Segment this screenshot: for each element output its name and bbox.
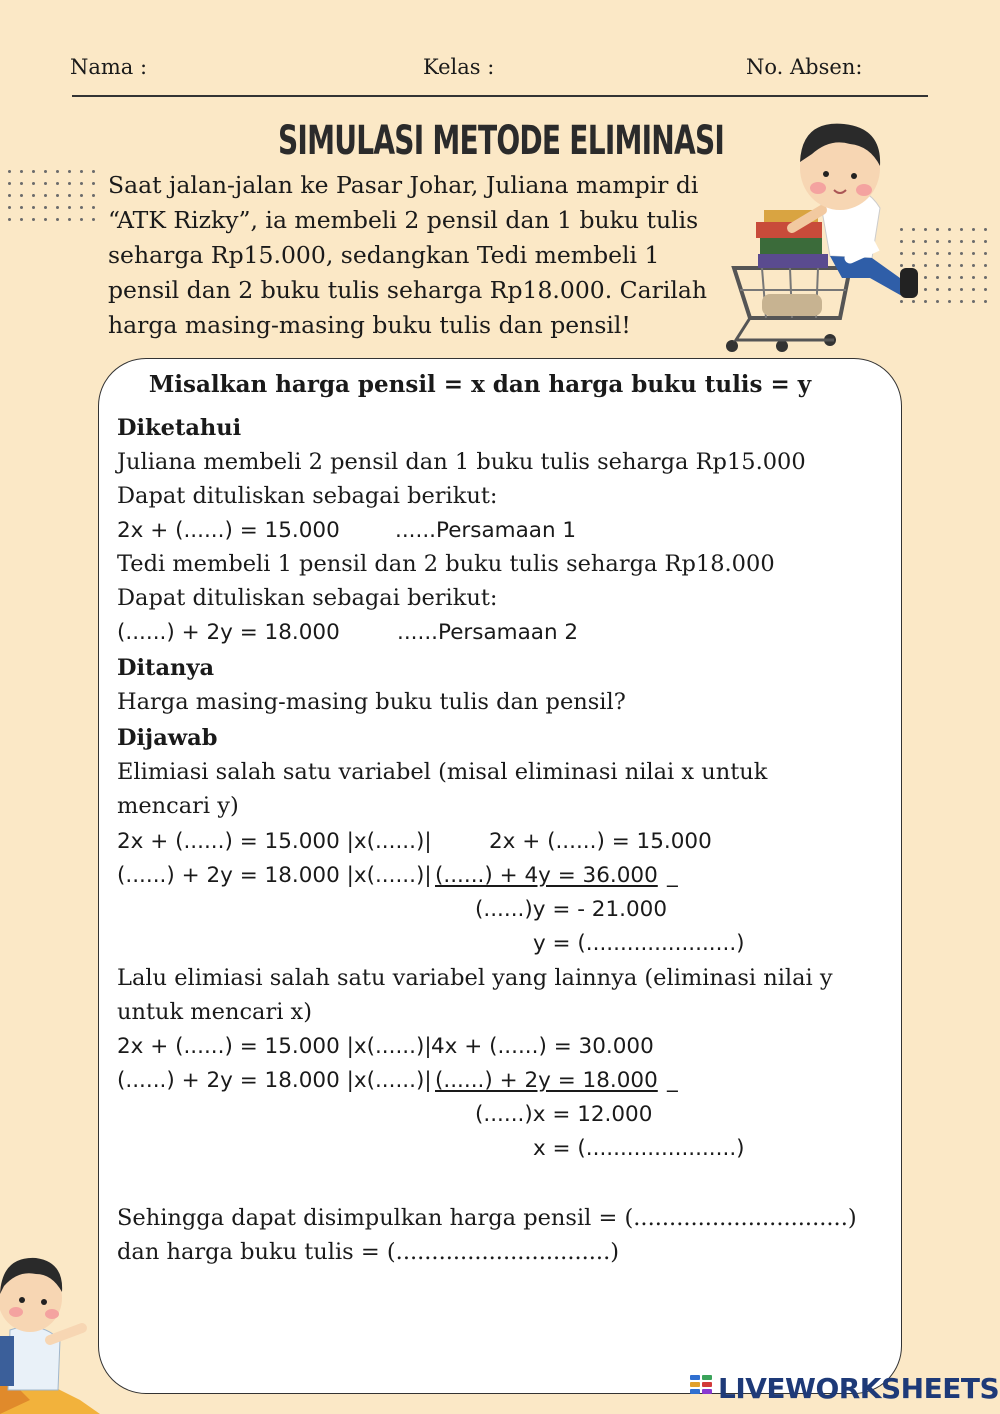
decorative-dot — [68, 218, 71, 221]
intro-line: pensil dan 2 buku tulis seharga Rp18.000. Carilah — [108, 276, 708, 304]
intro-paragraph — [108, 168, 728, 343]
decorative-dot — [20, 218, 23, 221]
decorative-dot — [948, 264, 951, 267]
elim1-minus-sign: _ — [667, 863, 678, 888]
decorative-dot — [8, 170, 11, 173]
decorative-dot — [984, 300, 987, 303]
decorative-dot — [948, 276, 951, 279]
elim1-row1-right: 2x + (......) = 15.000 — [489, 829, 712, 854]
decorative-dot — [948, 288, 951, 291]
decorative-dot — [972, 240, 975, 243]
intro-line: seharga Rp15.000, sedangkan Tedi membeli 1 — [108, 241, 660, 269]
header-divider — [72, 95, 928, 97]
decorative-dot — [32, 170, 35, 173]
conclusion-line-2: dan harga buku tulis = (..............................) — [117, 1239, 620, 1265]
diketahui-line-3: Tedi membeli 1 pensil dan 2 buku tulis seharga Rp18.000 — [117, 551, 775, 577]
dijawab-heading: Dijawab — [117, 725, 218, 751]
decorative-dot — [32, 218, 35, 221]
decorative-dot — [972, 288, 975, 291]
decorative-dot — [56, 170, 59, 173]
decorative-dot — [948, 252, 951, 255]
decorative-dot — [92, 182, 95, 185]
decorative-dot — [960, 228, 963, 231]
liveworksheets-logo — [690, 1372, 999, 1405]
boy-pencil-illustration — [0, 1250, 100, 1414]
elim2-row2-right: (......) + 2y = 18.000 — [435, 1068, 658, 1093]
intro-line: “ATK Rizky”, ia membeli 2 pensil dan 1 buku tulis — [108, 206, 699, 234]
decorative-dot — [948, 228, 951, 231]
decorative-dot — [80, 218, 83, 221]
decorative-dot — [8, 182, 11, 185]
decorative-dot — [20, 206, 23, 209]
decorative-dot — [44, 194, 47, 197]
decorative-dot — [984, 228, 987, 231]
absen-label: No. Absen: — [746, 55, 863, 79]
elim1-answer-y: y = (......................) — [533, 931, 745, 956]
decorative-dot — [32, 182, 35, 185]
page-title: SIMULASI METODE ELIMINASI — [278, 118, 725, 164]
decorative-dot — [92, 194, 95, 197]
decorative-dot — [936, 264, 939, 267]
diketahui-line-4: Dapat dituliskan sebagai berikut: — [117, 585, 498, 611]
elim2-row2-left: (......) + 2y = 18.000 |x(......)| — [117, 1068, 432, 1093]
decorative-dot — [80, 194, 83, 197]
elim2-row1-left: 2x + (......) = 15.000 |x(......)| — [117, 1034, 432, 1059]
decorative-dot — [960, 288, 963, 291]
step-2-line-2: untuk mencari x) — [117, 999, 313, 1025]
decorative-dot — [80, 182, 83, 185]
decorative-dot — [960, 264, 963, 267]
decorative-dot — [80, 206, 83, 209]
diketahui-line-2: Dapat dituliskan sebagai berikut: — [117, 483, 498, 509]
nama-label: Nama : — [70, 55, 148, 79]
intro-line: harga masing-masing buku tulis dan pensil! — [108, 311, 631, 339]
step-1-line-2: mencari y) — [117, 793, 239, 819]
decorative-dot — [56, 182, 59, 185]
decorative-dot — [948, 240, 951, 243]
decorative-dot — [20, 182, 23, 185]
decorative-dot — [8, 194, 11, 197]
decorative-dot — [44, 218, 47, 221]
decorative-dot — [948, 300, 951, 303]
elim2-minus-sign: _ — [667, 1068, 678, 1093]
equation-1-label: ......Persamaan 1 — [395, 518, 577, 543]
decorative-dot — [972, 276, 975, 279]
decorative-dot — [960, 252, 963, 255]
decorative-dot — [8, 206, 11, 209]
step-1-line-1: Elimiasi salah satu variabel (misal eliminasi nilai x untuk — [117, 759, 768, 785]
equation-1: 2x + (......) = 15.000 — [117, 518, 340, 543]
decorative-dot — [984, 240, 987, 243]
equation-2-label: ......Persamaan 2 — [397, 620, 579, 645]
elim1-row1-left: 2x + (......) = 15.000 |x(......)| — [117, 829, 432, 854]
decorative-dot — [972, 300, 975, 303]
decorative-dot — [44, 182, 47, 185]
decorative-dot — [20, 194, 23, 197]
decorative-dot — [92, 206, 95, 209]
decorative-dot — [68, 194, 71, 197]
decorative-dots-left — [8, 170, 108, 230]
decorative-dot — [56, 206, 59, 209]
decorative-dot — [960, 300, 963, 303]
decorative-dot — [8, 218, 11, 221]
decorative-dot — [972, 252, 975, 255]
decorative-dot — [936, 240, 939, 243]
decorative-dot — [44, 170, 47, 173]
decorative-dot — [960, 276, 963, 279]
decorative-dot — [44, 206, 47, 209]
boy-cart-illustration — [722, 118, 932, 358]
elim1-result: (......)y = - 21.000 — [475, 897, 668, 922]
decorative-dot — [80, 170, 83, 173]
decorative-dot — [972, 264, 975, 267]
decorative-dot — [92, 218, 95, 221]
answer-box — [98, 358, 902, 1394]
liveworksheets-logo-text: LIVEWORKSHEETS — [718, 1372, 1000, 1405]
decorative-dot — [960, 240, 963, 243]
decorative-dot — [984, 264, 987, 267]
decorative-dot — [984, 288, 987, 291]
elim1-row2-right: (......) + 4y = 36.000 — [435, 863, 658, 888]
decorative-dot — [68, 182, 71, 185]
elim2-result: (......)x = 12.000 — [475, 1102, 653, 1127]
diketahui-line-1: Juliana membeli 2 pensil dan 1 buku tulis seharga Rp15.000 — [117, 449, 806, 475]
decorative-dot — [92, 170, 95, 173]
decorative-dot — [984, 276, 987, 279]
equation-2: (......) + 2y = 18.000 — [117, 620, 340, 645]
intro-line: Saat jalan-jalan ke Pasar Johar, Juliana mampir di — [108, 171, 699, 199]
decorative-dot — [68, 206, 71, 209]
box-title: Misalkan harga pensil = x dan harga buku tulis = y — [148, 371, 812, 398]
decorative-dot — [972, 228, 975, 231]
decorative-dot — [56, 218, 59, 221]
step-2-line-1: Lalu elimiasi salah satu variabel yang lainnya (eliminasi nilai y — [117, 965, 833, 991]
decorative-dot — [20, 170, 23, 173]
kelas-label: Kelas : — [423, 55, 495, 79]
elim2-row1-right: 4x + (......) = 30.000 — [431, 1034, 654, 1059]
liveworksheets-logo-icon — [690, 1375, 714, 1401]
decorative-dot — [56, 194, 59, 197]
decorative-dot — [68, 170, 71, 173]
ditanya-question: Harga masing-masing buku tulis dan pensil? — [117, 689, 626, 715]
decorative-dot — [936, 228, 939, 231]
conclusion-line-1: Sehingga dapat disimpulkan harga pensil = (..............................) — [117, 1205, 857, 1231]
decorative-dot — [32, 194, 35, 197]
elim2-answer-x: x = (......................) — [533, 1136, 745, 1161]
decorative-dot — [936, 276, 939, 279]
diketahui-heading: Diketahui — [117, 415, 242, 441]
decorative-dot — [936, 288, 939, 291]
decorative-dot — [984, 252, 987, 255]
decorative-dot — [32, 206, 35, 209]
ditanya-heading: Ditanya — [117, 655, 215, 681]
decorative-dot — [936, 300, 939, 303]
decorative-dot — [936, 252, 939, 255]
elim1-row2-left: (......) + 2y = 18.000 |x(......)| — [117, 863, 432, 888]
